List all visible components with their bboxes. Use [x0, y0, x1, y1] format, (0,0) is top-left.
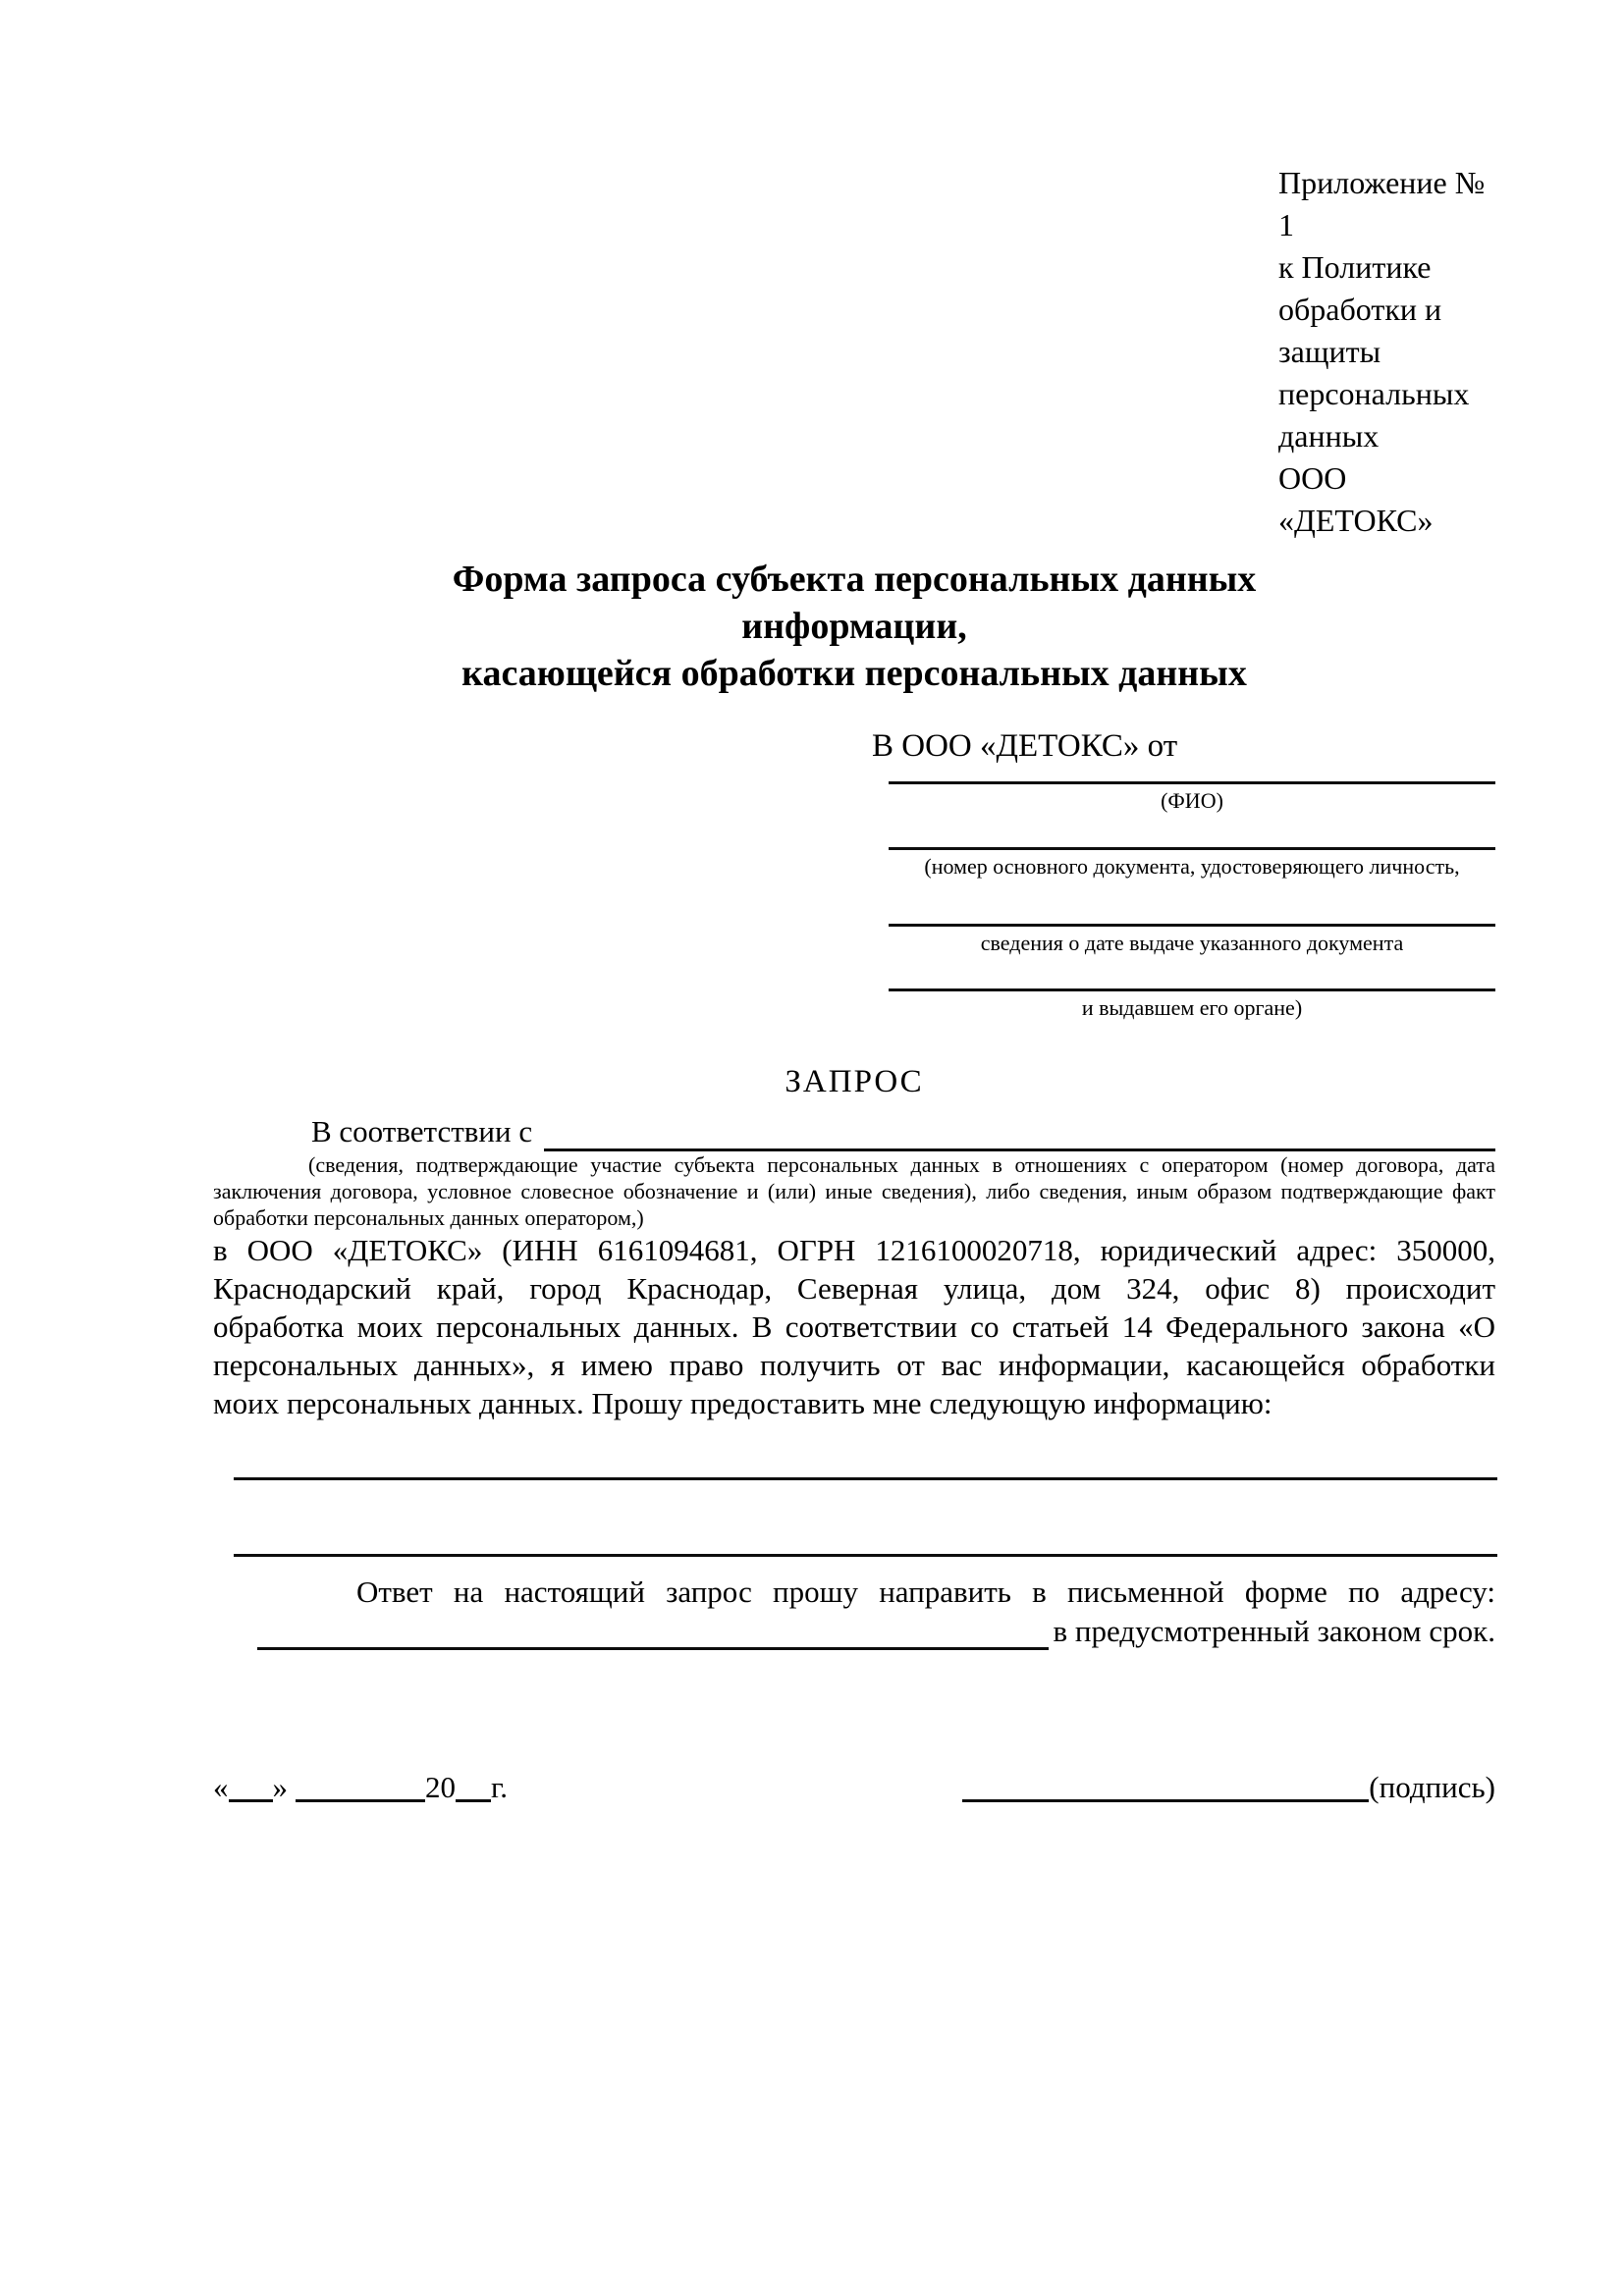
year-suffix: г.: [491, 1770, 508, 1804]
body-line: персональных данных», я имею право получить от вас информации, касающейся обработки: [213, 1348, 1495, 1382]
day-blank-line: [229, 1770, 273, 1802]
basis-row: [213, 1112, 1495, 1151]
document-number-caption: (номер основного документа, удостоверяющего личность,: [924, 854, 1460, 879]
issuing-authority-blank-line: [889, 988, 1495, 991]
year-prefix: 20: [425, 1770, 456, 1804]
footnote-line: (сведения, подтверждающие участие субъекта персональных данных в отношениях с оператором (номер договора, дата: [308, 1152, 1495, 1177]
response-address-row: [213, 1611, 1495, 1650]
issue-date-blank-line: [889, 924, 1495, 927]
issue-date-field: [889, 924, 1495, 957]
blank-write-line: [234, 1554, 1497, 1557]
signature-blank-line: [962, 1770, 1369, 1802]
footnote-line: заключения договора, условное словесное обозначение и (или) иные сведения), либо сведения, иным образом подтверждающие факт: [213, 1179, 1495, 1203]
quote-open: «: [213, 1770, 229, 1804]
address-blank-line: [257, 1614, 1049, 1650]
issue-date-caption: сведения о дате выдаче указанного документа: [980, 931, 1404, 955]
addressee-to: В ООО «ДЕТОКС» от: [872, 728, 1178, 764]
signature-caption: (подпись): [1369, 1770, 1495, 1804]
body-line: Краснодарский край, город Краснодар, Северная улица, дом 324, офис 8) происходит: [213, 1271, 1495, 1306]
issuing-authority-field: [889, 988, 1495, 1022]
document-title: [213, 556, 1495, 697]
blank-write-line: [234, 1477, 1497, 1480]
request-body: [213, 1231, 1495, 1422]
date-group: [213, 1768, 508, 1807]
appendix-line: к Политике обработки и защиты: [1278, 249, 1442, 369]
appendix-line: Приложение № 1: [1278, 165, 1486, 242]
response-tail: в предусмотренный законом срок.: [1053, 1614, 1495, 1648]
issuing-authority-caption: и выдавшем его органе): [1081, 995, 1303, 1020]
appendix-line: ООО «ДЕТОКС»: [1278, 460, 1434, 538]
addressee-fields: [889, 781, 1495, 1022]
requested-info-blanks: [213, 1477, 1495, 1557]
date-signature-row: [213, 1768, 1495, 1807]
basis-blank-line: [544, 1115, 1495, 1151]
title-line: касающейся обработки персональных данных: [461, 653, 1247, 694]
response-line: Ответ на настоящий запрос прошу направить в письменной форме по адресу:: [356, 1575, 1495, 1609]
response-paragraph: [213, 1573, 1495, 1650]
document-number-field: [889, 847, 1495, 881]
body-line: обработка моих персональных данных. В соответствии со статьей 14 Федерального закона «О: [213, 1309, 1495, 1344]
body-line: моих персональных данных. Прошу предоставить мне следующую информацию:: [213, 1386, 1272, 1420]
fio-caption: (ФИО): [1161, 788, 1223, 813]
title-line: Форма запроса субъекта персональных данных информации,: [452, 559, 1257, 647]
document-number-blank-line: [889, 847, 1495, 850]
month-blank-line: [296, 1770, 425, 1802]
appendix-block: [1278, 162, 1495, 542]
basis-label: В соответствии с: [311, 1114, 533, 1148]
fio-field: [889, 781, 1495, 815]
appendix-line: персональных данных: [1278, 376, 1470, 454]
addressee-block: [872, 724, 1495, 1022]
fio-blank-line: [889, 781, 1495, 784]
document-content: [0, 162, 1624, 1807]
basis-footnote: [213, 1151, 1495, 1231]
quote-close: »: [272, 1770, 288, 1804]
year-blank-line: [456, 1770, 491, 1802]
request-heading: ЗАПРОС: [785, 1064, 924, 1099]
signature-group: [962, 1768, 1495, 1807]
body-line: в ООО «ДЕТОКС» (ИНН 6161094681, ОГРН 1216100020718, юридический адрес: 350000,: [213, 1233, 1495, 1267]
footnote-line: обработки персональных данных оператором,): [213, 1205, 644, 1230]
